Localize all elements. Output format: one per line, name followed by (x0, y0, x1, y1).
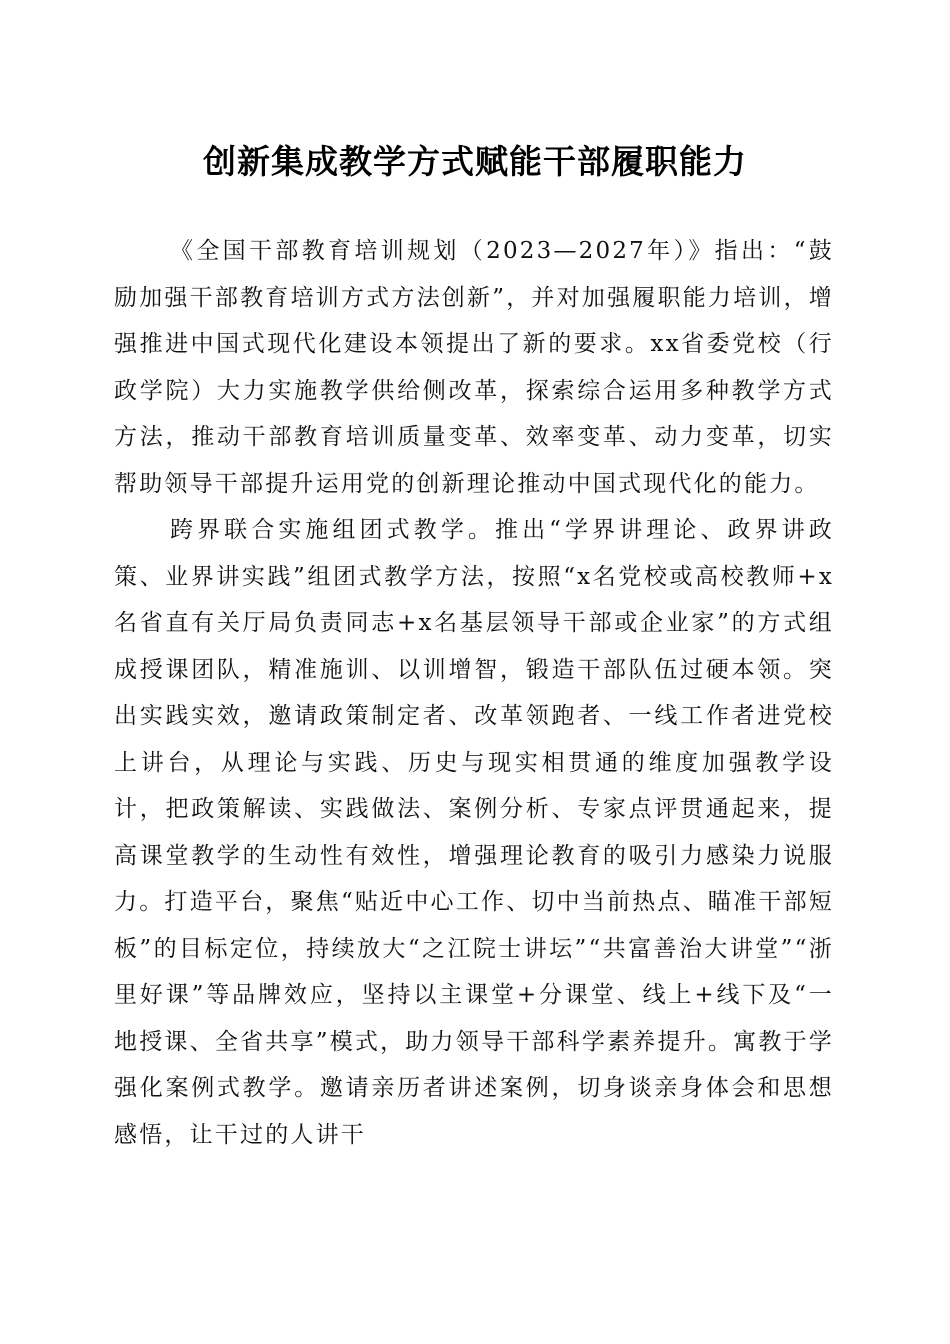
document-body (114, 228, 834, 1158)
document-title: 创新集成教学方式赋能干部履职能力 (203, 142, 747, 181)
paragraph-team-teaching: 跨界联合实施组团式教学。推出“学界讲理论、政界讲政策、业界讲实践”组团式教学方法，按照“x名党校或高校教师+x名省直有关厅局负责同志+x名基层领导干部或企业家”的方式组成授课团队，精准施训、以训增智，锻造干部队伍过硬本领。突出实践实效，邀请政策制定者、改革领跑者、一线工作者进党校上讲台，从理论与实践、历史与现实相贯通的维度加强教学设计，把政策解读、实践做法、案例分析、专家点评贯通起来，提高课堂教学的生动性有效性，增强理论教育的吸引力感染力说服力。打造平台，聚焦“贴近中心工作、切中当前热点、瞄准干部短板”的目标定位，持续放大“之江院士讲坛”“共富善治大讲堂”“浙里好课”等品牌效应，坚持以主课堂+分课堂、线上+线下及“一地授课、全省共享”模式，助力领导干部科学素养提升。寓教于学强化案例式教学。邀请亲历者讲述案例，切身谈亲身体会和思想感悟，让干过的人讲干 (114, 517, 834, 1148)
paragraph-intro: 《全国干部教育培训规划（2023—2027年）》指出：“鼓励加强干部教育培训方式方法创新”，并对加强履职能力培训，增强推进中国式现代化建设本领提出了新的要求。xx省委党校（行政学院）大力实施教学供给侧改革，探索综合运用多种教学方式方法，推动干部教育培训质量变革、效率变革、动力变革，切实帮助领导干部提升运用党的创新理论推动中国式现代化的能力。 (114, 238, 834, 497)
